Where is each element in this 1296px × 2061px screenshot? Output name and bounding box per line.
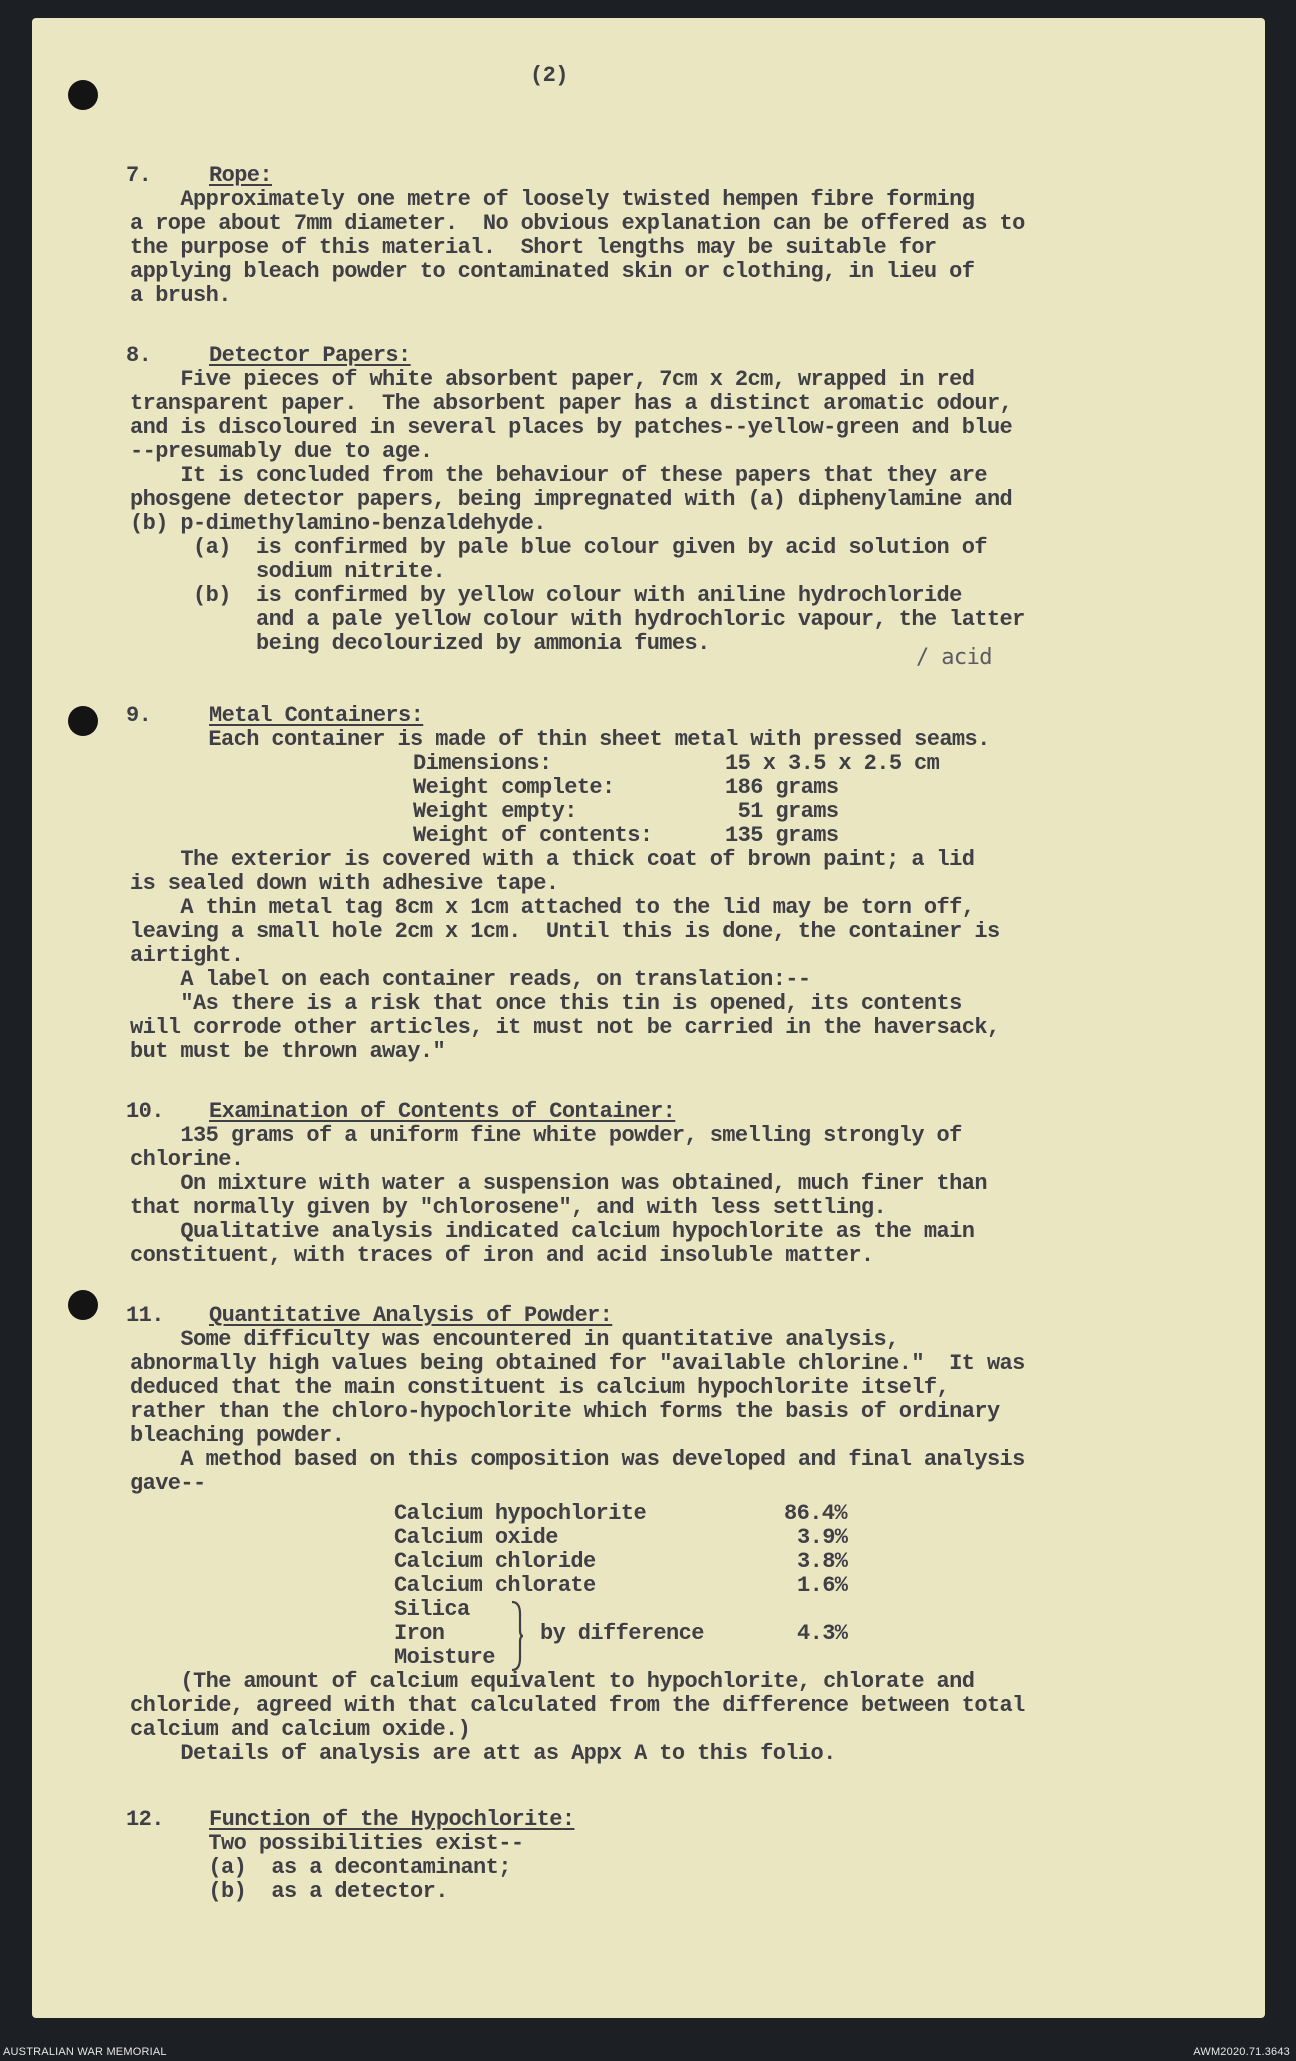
dims-value: 51 grams xyxy=(725,799,839,824)
analysis-diff-value: 4.3% xyxy=(797,1621,848,1646)
section-12-line: (b) as a detector. xyxy=(158,1879,448,1904)
analysis-name: Calcium chlorate xyxy=(394,1573,596,1598)
section-10-line: that normally given by "chlorosene", and with less settling. xyxy=(130,1195,887,1220)
section-7-line: the purpose of this material. Short lengths may be suitable for xyxy=(130,235,937,260)
dims-label: Dimensions: xyxy=(413,751,552,776)
section-11-line: bleaching powder. xyxy=(130,1423,345,1448)
section-8-line: Five pieces of white absorbent paper, 7cm x 2cm, wrapped in red xyxy=(130,367,975,392)
analysis-value: 3.9% xyxy=(797,1525,848,1550)
punch-hole-top xyxy=(68,80,98,110)
section-12-line: Two possibilities exist-- xyxy=(158,1831,524,1856)
section-10-number: 10. xyxy=(126,1099,164,1124)
section-7-line: a rope about 7mm diameter. No obvious explanation can be offered as to xyxy=(130,211,1025,236)
section-9-line: airtight. xyxy=(130,943,244,968)
section-8-line: (b) is confirmed by yellow colour with aniline hydrochloride xyxy=(130,583,962,608)
section-11-heading: Quantitative Analysis of Powder: xyxy=(209,1303,613,1328)
dims-label: Weight of contents: xyxy=(413,823,653,848)
footer-archive-name: AUSTRALIAN WAR MEMORIAL xyxy=(3,2046,167,2058)
section-11-number: 11. xyxy=(126,1303,164,1328)
dims-value: 135 grams xyxy=(725,823,839,848)
section-8-line: phosgene detector papers, being impregnated with (a) diphenylamine and xyxy=(130,487,1013,512)
section-7-line: a brush. xyxy=(130,283,231,308)
page-number: (2) xyxy=(530,63,568,88)
analysis-brace xyxy=(510,1600,524,1672)
analysis-diff-label: by difference xyxy=(540,1621,704,1646)
section-7-line: Approximately one metre of loosely twisted hempen fibre forming xyxy=(130,187,975,212)
section-11-line: abnormally high values being obtained for "available chlorine." It was xyxy=(130,1351,1025,1376)
section-11-line: A method based on this composition was developed and final analysis xyxy=(130,1447,1025,1472)
section-12-line: (a) as a decontaminant; xyxy=(158,1855,511,1880)
section-11-line: rather than the chloro-hypochlorite which forms the basis of ordinary xyxy=(130,1399,1000,1424)
section-8-line: It is concluded from the behaviour of these papers that they are xyxy=(130,463,987,488)
section-10-line: chlorine. xyxy=(130,1147,244,1172)
section-11-line: Some difficulty was encountered in quantitative analysis, xyxy=(130,1327,899,1352)
section-8-line: (b) p-dimethylamino-benzaldehyde. xyxy=(130,511,546,536)
section-11-after-line: calcium and calcium oxide.) xyxy=(130,1717,471,1742)
section-9-line: The exterior is covered with a thick coat of brown paint; a lid xyxy=(130,847,975,872)
dims-label: Weight empty: xyxy=(413,799,577,824)
section-10-line: Qualitative analysis indicated calcium hypochlorite as the main xyxy=(130,1219,975,1244)
analysis-name: Calcium chloride xyxy=(394,1549,596,1574)
section-9-intro: Each container is made of thin sheet metal with pressed seams. xyxy=(158,727,990,752)
section-7-number: 7. xyxy=(126,163,152,188)
section-9-line: A label on each container reads, on translation:-- xyxy=(130,967,811,992)
section-11-after-line: (The amount of calcium equivalent to hypochlorite, chlorate and xyxy=(130,1669,975,1694)
section-10-line: 135 grams of a uniform fine white powder, smelling strongly of xyxy=(130,1123,962,1148)
section-8-heading: Detector Papers: xyxy=(209,343,411,368)
section-8-line: sodium nitrite. xyxy=(130,559,446,584)
analysis-diff-item: Iron xyxy=(394,1621,445,1646)
analysis-diff-item: Silica xyxy=(394,1597,470,1622)
section-12-heading: Function of the Hypochlorite: xyxy=(209,1807,575,1832)
section-9-line: but must be thrown away." xyxy=(130,1039,446,1064)
section-9-number: 9. xyxy=(126,703,152,728)
section-7-line: applying bleach powder to contaminated skin or clothing, in lieu of xyxy=(130,259,975,284)
analysis-value: 86.4% xyxy=(784,1501,848,1526)
document-page xyxy=(32,18,1265,2018)
analysis-value: 1.6% xyxy=(797,1573,848,1598)
section-8-line: and is discoloured in several places by patches--yellow-green and blue xyxy=(130,415,1013,440)
dims-label: Weight complete: xyxy=(413,775,615,800)
section-8-number: 8. xyxy=(126,343,152,368)
section-10-heading: Examination of Contents of Container: xyxy=(209,1099,676,1124)
analysis-name: Calcium oxide xyxy=(394,1525,558,1550)
section-8-line: --presumably due to age. xyxy=(130,439,433,464)
dims-value: 15 x 3.5 x 2.5 cm xyxy=(725,751,940,776)
section-8-line: transparent paper. The absorbent paper has a distinct aromatic odour, xyxy=(130,391,1013,416)
section-8-line: being decolourized by ammonia fumes. xyxy=(130,631,710,656)
section-11-after-line: Details of analysis are att as Appx A to this folio. xyxy=(130,1741,836,1766)
section-9-line: leaving a small hole 2cm x 1cm. Until this is done, the container is xyxy=(130,919,1000,944)
section-8-line: (a) is confirmed by pale blue colour given by acid solution of xyxy=(130,535,987,560)
analysis-name: Calcium hypochlorite xyxy=(394,1501,647,1526)
section-9-line: "As there is a risk that once this tin is opened, its contents xyxy=(130,991,962,1016)
punch-hole-middle xyxy=(68,706,98,736)
handwritten-annotation: / acid xyxy=(916,645,992,670)
punch-hole-bottom xyxy=(68,1290,98,1320)
section-11-after-line: chloride, agreed with that calculated from the difference between total xyxy=(130,1693,1025,1718)
section-9-line: will corrode other articles, it must not be carried in the haversack, xyxy=(130,1015,1000,1040)
section-11-line: deduced that the main constituent is calcium hypochlorite itself, xyxy=(130,1375,950,1400)
analysis-diff-item: Moisture xyxy=(394,1645,495,1670)
section-10-line: constituent, with traces of iron and acid insoluble matter. xyxy=(130,1243,874,1268)
section-9-line: A thin metal tag 8cm x 1cm attached to the lid may be torn off, xyxy=(130,895,975,920)
dims-value: 186 grams xyxy=(725,775,839,800)
section-12-number: 12. xyxy=(126,1807,164,1832)
footer-accession-number: AWM2020.71.3643 xyxy=(1193,2046,1290,2058)
section-10-line: On mixture with water a suspension was obtained, much finer than xyxy=(130,1171,987,1196)
section-8-line: and a pale yellow colour with hydrochloric vapour, the latter xyxy=(130,607,1025,632)
section-11-line: gave-- xyxy=(130,1471,206,1496)
section-7-heading: Rope: xyxy=(209,163,273,188)
section-9-heading: Metal Containers: xyxy=(209,703,424,728)
analysis-value: 3.8% xyxy=(797,1549,848,1574)
section-9-line: is sealed down with adhesive tape. xyxy=(130,871,559,896)
